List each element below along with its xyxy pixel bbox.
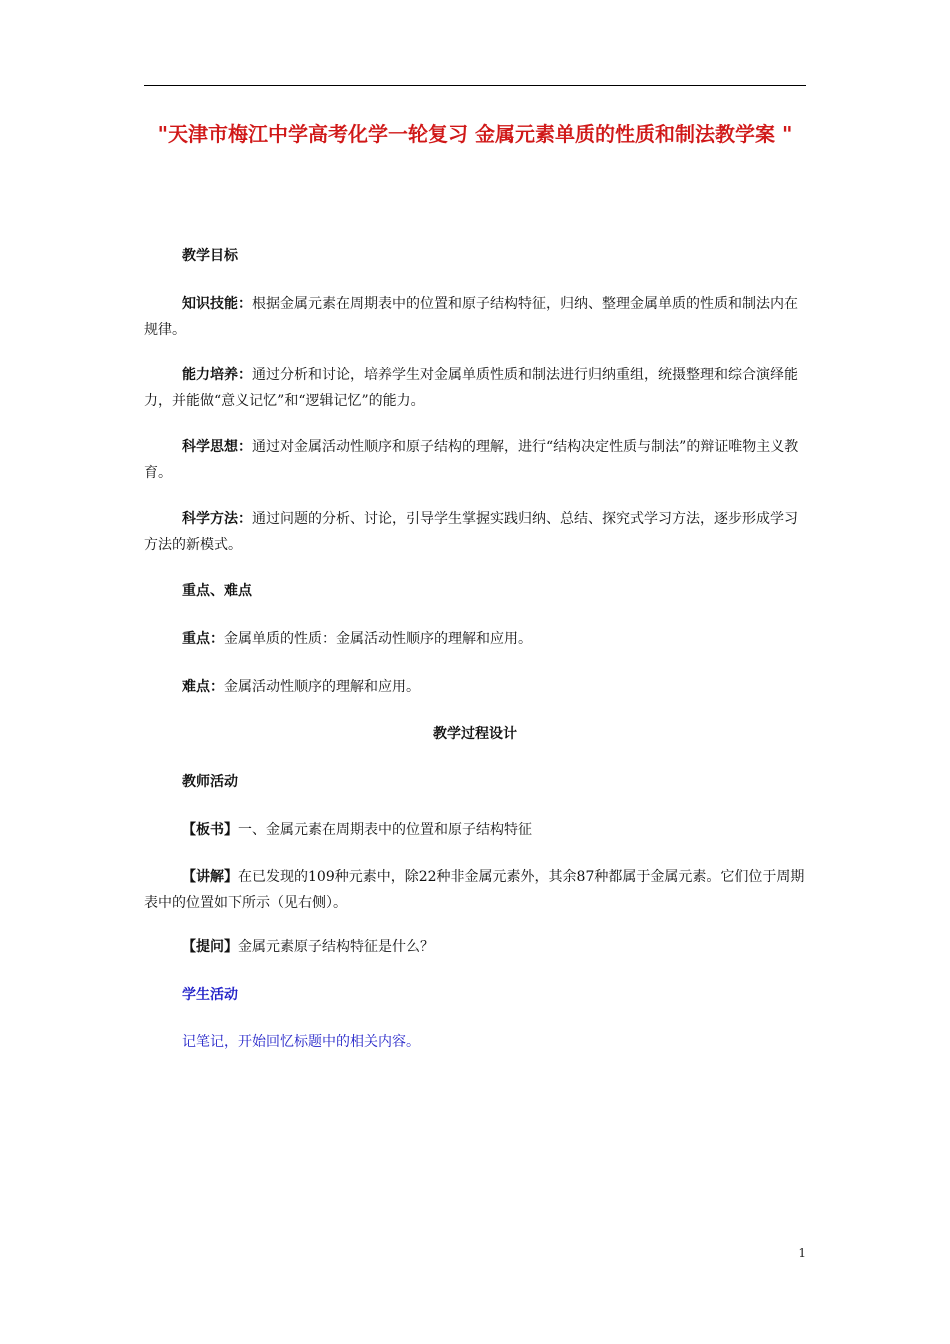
goals-heading — [144, 243, 806, 269]
key-text: 金属单质的性质：金属活动性顺序的理解和应用。 — [224, 631, 532, 647]
page-number: 1 — [798, 1246, 806, 1260]
board-paragraph — [144, 817, 806, 843]
knowledge-paragraph — [144, 291, 806, 343]
thought-paragraph — [144, 434, 806, 486]
ability-paragraph — [144, 362, 806, 414]
difficulty-text: 金属活动性顺序的理解和应用。 — [224, 679, 420, 695]
process-heading-text: 教学过程设计 — [433, 726, 517, 742]
difficulty-paragraph — [144, 674, 806, 700]
board-label: 【板书】 — [182, 822, 238, 838]
student-heading-text: 学生活动 — [182, 987, 238, 1003]
knowledge-text: 根据金属元素在周期表中的位置和原子结构特征，归纳、整理金属单质的性质和制法内在规律。 — [144, 296, 798, 338]
document-title: "天津市梅江中学高考化学一轮复习 金属元素单质的性质和制法教学案 " — [157, 122, 793, 146]
ability-label: 能力培养： — [182, 367, 252, 383]
lecture-text: 在已发现的109种元素中，除22种非金属元素外，其余87种都属于金属元素。它们位于周期表中的位置如下所示（见右侧）。 — [144, 869, 805, 911]
student-text: 记笔记，开始回忆标题中的相关内容。 — [182, 1034, 420, 1050]
board-text: 一、金属元素在周期表中的位置和原子结构特征 — [238, 822, 532, 838]
student-paragraph — [144, 1029, 806, 1055]
lecture-label: 【讲解】 — [182, 869, 238, 885]
method-label: 科学方法： — [182, 511, 252, 527]
method-paragraph — [144, 506, 806, 558]
question-text: 金属元素原子结构特征是什么？ — [238, 939, 434, 955]
process-heading — [144, 721, 806, 747]
teacher-heading — [144, 769, 806, 795]
student-heading — [144, 982, 806, 1008]
question-paragraph — [144, 934, 806, 960]
lecture-paragraph — [144, 864, 806, 916]
goals-heading-text: 教学目标 — [182, 248, 238, 264]
ability-text: 通过分析和讨论，培养学生对金属单质性质和制法进行归纳重组，统摄整理和综合演绎能力，并能做“意义记忆”和“逻辑记忆”的能力。 — [144, 367, 798, 409]
teacher-heading-text: 教师活动 — [182, 774, 238, 790]
key-heading — [144, 578, 806, 604]
question-label: 【提问】 — [182, 939, 238, 955]
difficulty-label: 难点： — [182, 679, 224, 695]
header-rule — [144, 85, 806, 86]
key-label: 重点： — [182, 631, 224, 647]
key-heading-text: 重点、难点 — [182, 583, 252, 599]
method-text: 通过问题的分析、讨论，引导学生掌握实践归纳、总结、探究式学习方法，逐步形成学习方法的新模式。 — [144, 511, 798, 553]
key-paragraph — [144, 626, 806, 652]
thought-text: 通过对金属活动性顺序和原子结构的理解，进行“结构决定性质与制法”的辩证唯物主义教育。 — [144, 439, 799, 481]
thought-label: 科学思想： — [182, 439, 252, 455]
knowledge-label: 知识技能： — [182, 296, 252, 312]
